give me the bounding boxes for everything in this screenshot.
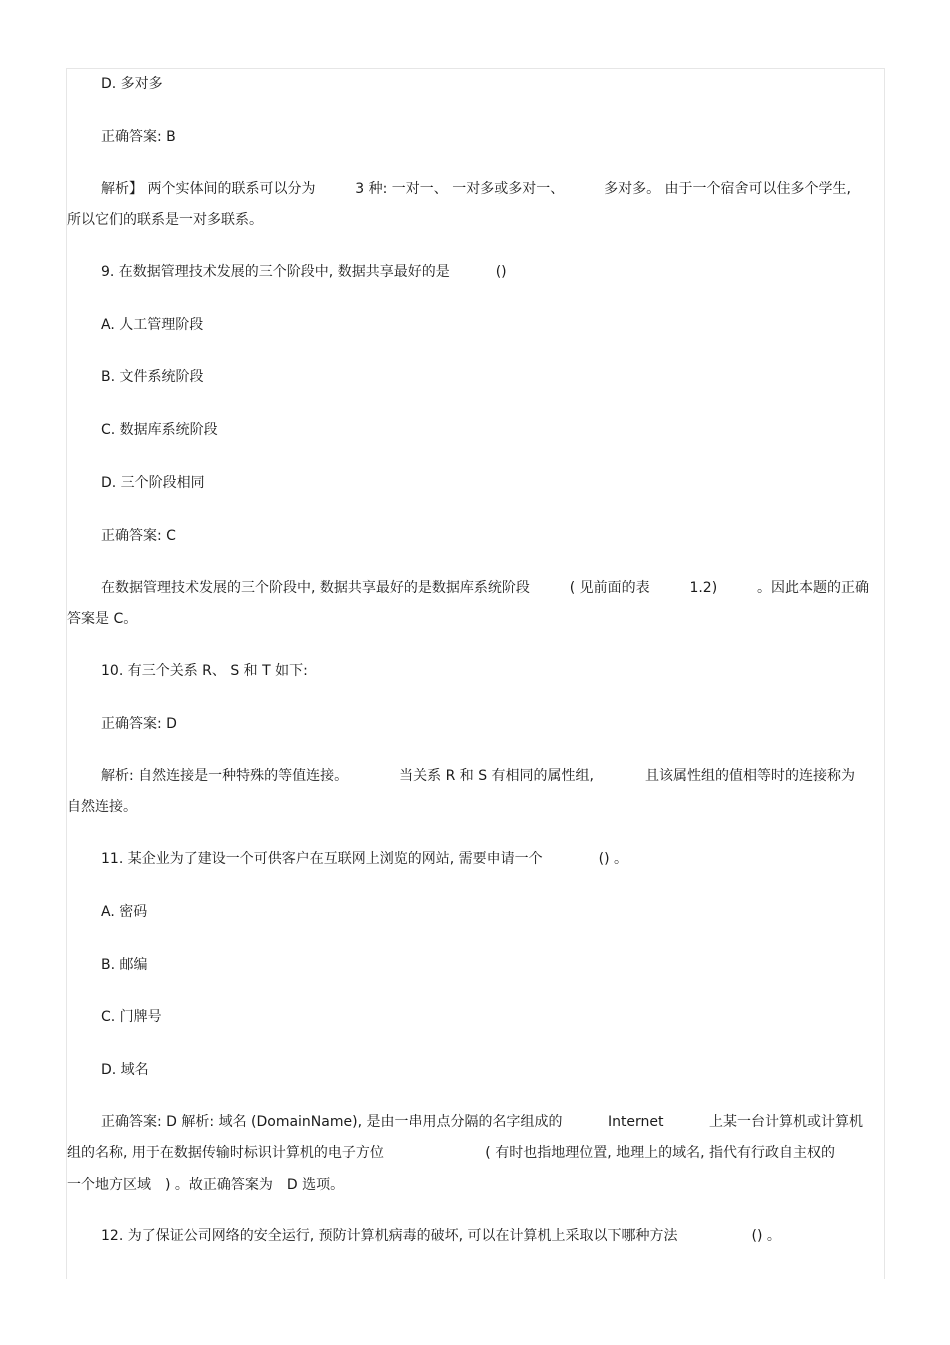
answer-11-line1: 正确答案: D 解析: 域名 (DomainName), 是由一串用点分隔的名字组成的 Internet 上某一台计算机或计算机: [101, 1114, 863, 1130]
option-11d: D. 域名: [101, 1062, 149, 1078]
analysis-8-line2: 所以它们的联系是一对多联系。: [67, 212, 263, 228]
option-9b: B. 文件系统阶段: [101, 369, 204, 385]
option-8d: D. 多对多: [101, 76, 163, 92]
analysis-9-line2: 答案是 C。: [67, 611, 138, 627]
option-11b: B. 邮编: [101, 957, 148, 973]
option-9c: C. 数据库系统阶段: [101, 422, 218, 438]
answer-9: 正确答案: C: [101, 528, 176, 544]
question-9: 9. 在数据管理技术发展的三个阶段中, 数据共享最好的是 (): [101, 264, 507, 280]
option-9a: A. 人工管理阶段: [101, 317, 204, 333]
answer-11-line3: 一个地方区域 ) 。故正确答案为 D 选项。: [67, 1177, 345, 1193]
option-9d: D. 三个阶段相同: [101, 475, 205, 491]
question-10: 10. 有三个关系 R、 S 和 T 如下:: [101, 663, 308, 679]
analysis-9-line1: 在数据管理技术发展的三个阶段中, 数据共享最好的是数据库系统阶段 ( 见前面的表 1.2) 。因此本题的正确: [101, 580, 869, 596]
answer-8: 正确答案: B: [101, 129, 176, 145]
question-11: 11. 某企业为了建设一个可供客户在互联网上浏览的网站, 需要申请一个 () 。: [101, 851, 628, 867]
answer-10: 正确答案: D: [101, 716, 177, 732]
analysis-8-line1: 解析】 两个实体间的联系可以分为 3 种: 一对一、 一对多或多对一、 多对多。 由于一个宿舍可以住多个学生,: [101, 181, 851, 197]
analysis-10-line1: 解析: 自然连接是一种特殊的等值连接。 当关系 R 和 S 有相同的属性组, 且该属性组的值相等时的连接称为: [101, 768, 855, 784]
option-11c: C. 门牌号: [101, 1009, 162, 1025]
analysis-10-line2: 自然连接。: [67, 799, 137, 815]
document-page: [66, 68, 885, 1279]
question-12: 12. 为了保证公司网络的安全运行, 预防计算机病毒的破坏, 可以在计算机上采取以下哪种方法 () 。: [101, 1228, 781, 1244]
answer-11-line2: 组的名称, 用于在数据传输时标识计算机的电子方位 ( 有时也指地理位置, 地理上的域名, 指代有行政自主权的: [67, 1145, 835, 1161]
option-11a: A. 密码: [101, 904, 148, 920]
